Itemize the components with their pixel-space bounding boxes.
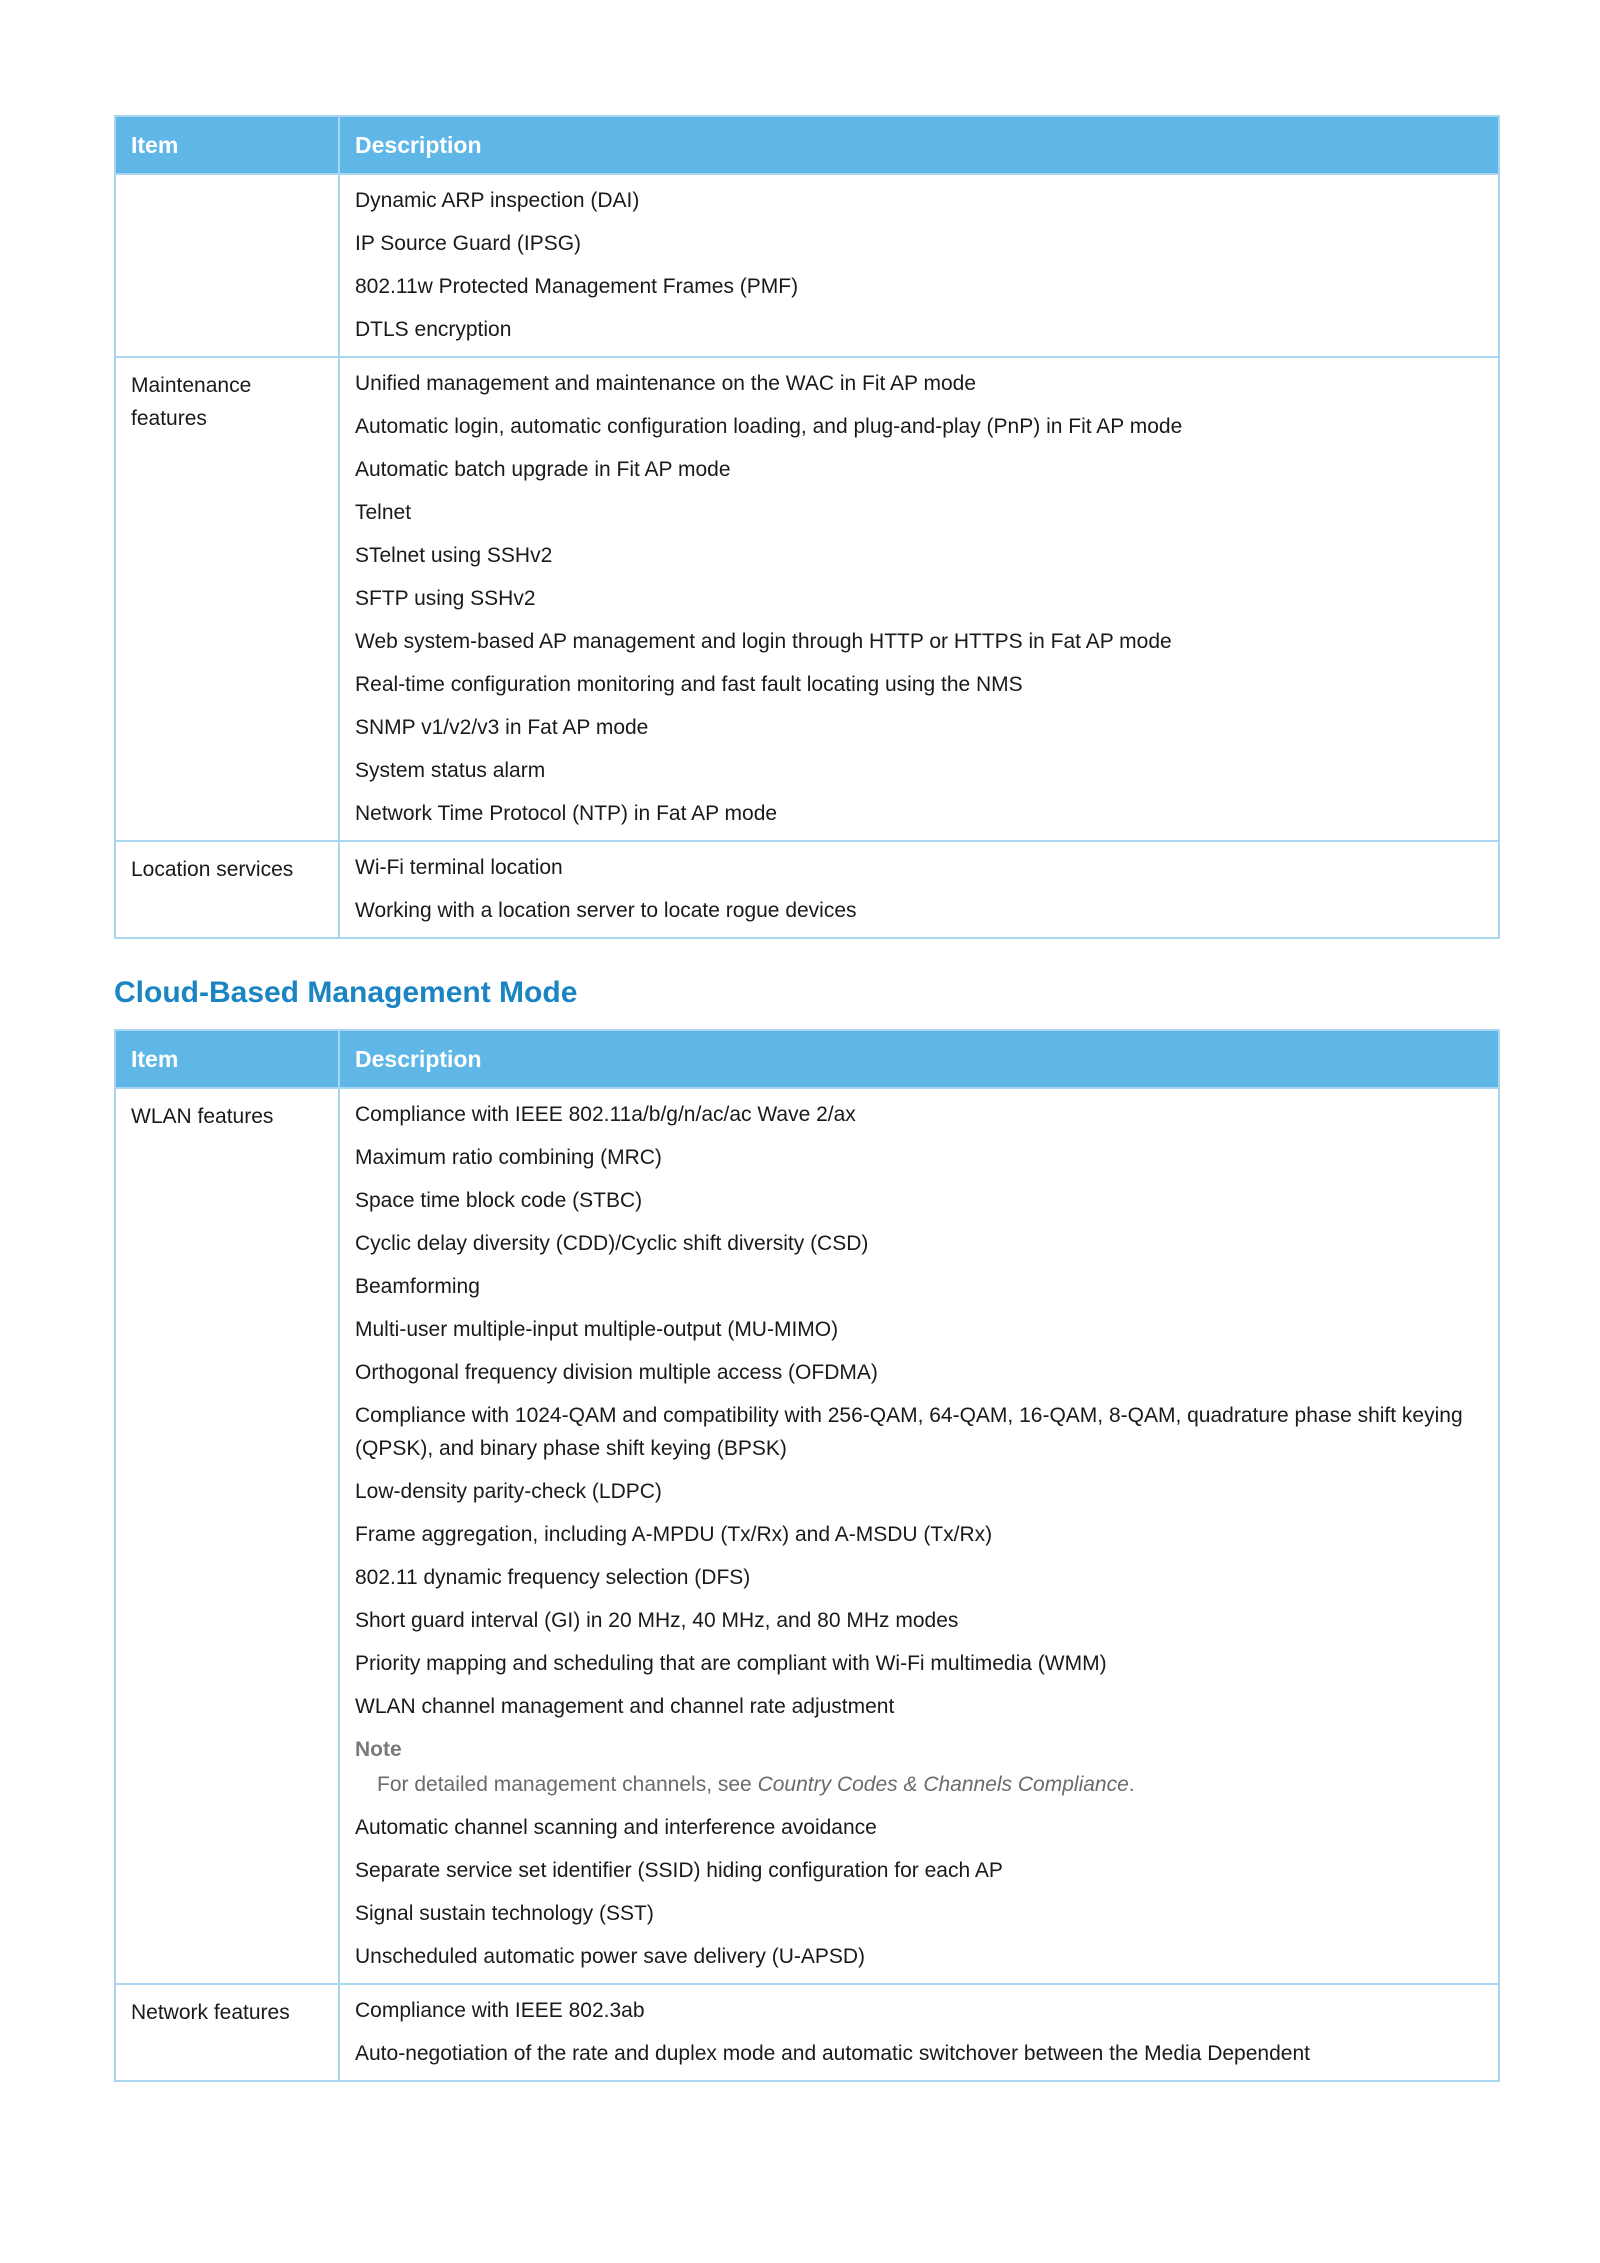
description-line: STelnet using SSHv2 [355,544,553,567]
note-reference: Country Codes & Channels Compliance [757,1773,1129,1796]
description-line: Automatic login, automatic configuration loading, and plug-and-play (PnP) in Fit AP mode [355,415,1183,438]
table-header-row [115,1030,1499,1088]
description-line: 802.11w Protected Management Frames (PMF) [355,275,799,298]
table-row [115,1984,1499,2081]
description-line: 802.11 dynamic frequency selection (DFS) [355,1566,751,1589]
spec-table-continued [114,115,1500,939]
description-line: Compliance with IEEE 802.3ab [355,1999,645,2022]
spec-table-cloud [114,1029,1500,2082]
description-line: Real-time configuration monitoring and fast fault locating using the NMS [355,673,1023,696]
description-line: Maximum ratio combining (MRC) [355,1146,662,1169]
description-line: Compliance with 1024-QAM and compatibility with 256-QAM, 64-QAM, 16-QAM, 8-QAM, quadrature phase shift keying (QPSK), and binary phase shift keying (BPSK) [355,1404,1463,1460]
item-cell: Location services [115,841,339,938]
description-cell [339,357,1499,841]
description-line: IP Source Guard (IPSG) [355,232,582,255]
table-header-row [115,116,1499,174]
description-line: Working with a location server to locate rogue devices [355,899,857,922]
description-line: Short guard interval (GI) in 20 MHz, 40 MHz, and 80 MHz modes [355,1609,959,1632]
description-line: Unified management and maintenance on the WAC in Fit AP mode [355,372,977,395]
header-item: Item [115,1030,339,1088]
description-line: Telnet [355,501,412,524]
description-line: Automatic channel scanning and interference avoidance [355,1816,877,1839]
description-line: System status alarm [355,759,546,782]
table-row [115,1088,1499,1984]
description-cell [339,1088,1499,1984]
description-line: Frame aggregation, including A-MPDU (Tx/Rx) and A-MSDU (Tx/Rx) [355,1523,993,1546]
description-line: WLAN channel management and channel rate adjustment [355,1695,895,1718]
header-item: Item [115,116,339,174]
description-line: Multi-user multiple-input multiple-output (MU-MIMO) [355,1318,839,1341]
description-line: Network Time Protocol (NTP) in Fat AP mode [355,802,778,825]
item-cell: Network features [115,1984,339,2081]
description-line: SNMP v1/v2/v3 in Fat AP mode [355,716,649,739]
description-line: Dynamic ARP inspection (DAI) [355,189,640,212]
note-prefix: For detailed management channels, see [377,1773,758,1796]
header-description: Description [339,116,1499,174]
note-text [355,1768,1484,1801]
description-cell [339,1984,1499,2081]
note-suffix: . [1128,1773,1135,1796]
header-description: Description [339,1030,1499,1088]
section-heading: Cloud-Based Management Mode [114,976,578,1009]
description-line: Priority mapping and scheduling that are compliant with Wi-Fi multimedia (WMM) [355,1652,1107,1675]
description-line: Beamforming [355,1275,480,1298]
description-line: Separate service set identifier (SSID) hiding configuration for each AP [355,1859,1003,1882]
description-line: Cyclic delay diversity (CDD)/Cyclic shift diversity (CSD) [355,1232,869,1255]
description-line: Orthogonal frequency division multiple access (OFDMA) [355,1361,878,1384]
item-cell: WLAN features [115,1088,339,1984]
description-cell [339,841,1499,938]
table-row [115,357,1499,841]
description-line: DTLS encryption [355,318,512,341]
description-line: Auto-negotiation of the rate and duplex mode and automatic switchover between the Media Dependent [355,2042,1310,2065]
description-cell [339,174,1499,357]
description-line: Wi-Fi terminal location [355,856,563,879]
item-cell [115,174,339,357]
description-line: Space time block code (STBC) [355,1189,643,1212]
description-line: SFTP using SSHv2 [355,587,536,610]
table-row [115,841,1499,938]
description-line: Unscheduled automatic power save delivery (U-APSD) [355,1945,866,1968]
note-title: Note [355,1738,402,1761]
description-line: Signal sustain technology (SST) [355,1902,654,1925]
table-row [115,174,1499,357]
description-line: Automatic batch upgrade in Fit AP mode [355,458,731,481]
item-cell: Maintenance features [115,357,339,841]
description-line: Web system-based AP management and login through HTTP or HTTPS in Fat AP mode [355,630,1172,653]
description-line: Compliance with IEEE 802.11a/b/g/n/ac/ac Wave 2/ax [355,1103,856,1126]
description-line: Low-density parity-check (LDPC) [355,1480,662,1503]
